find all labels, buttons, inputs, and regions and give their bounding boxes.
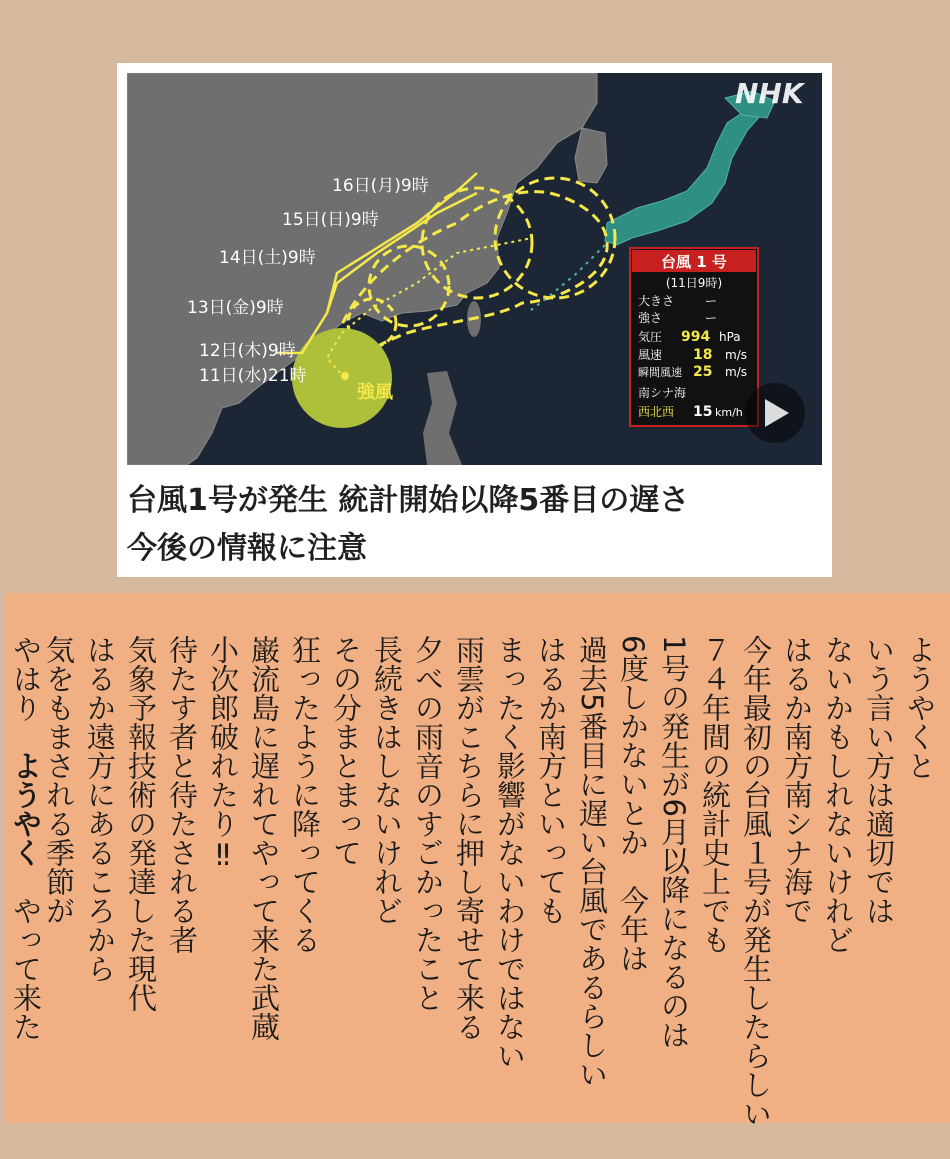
info-row-label: 大きさ [638,294,675,308]
poem-last-bold: ようやく [9,751,43,867]
poem-line: ようやくと [903,635,937,780]
track-label-14: 14日(土)9時 [219,248,316,268]
info-row-label: 風速 [638,348,663,362]
poem-line: いう言い方は適切では [862,635,896,925]
poem-line: はるか南方といっても [534,635,568,925]
poem-line: ないかもしれないけれど [821,635,855,954]
poem-line: はるか遠方にあるころから [83,635,117,983]
headline-line-1: 台風1号が発生 統計開始以降5番目の遅さ [127,483,690,518]
info-speed: 15 [693,404,713,420]
poem-line: 気をもまされる季節が [42,635,76,925]
info-row-unit: m/s [725,348,747,362]
poem-last-prefix: やはり [9,635,43,722]
info-row-label: 瞬間風速 [638,366,682,379]
poem-line: その分まとまって [329,635,363,867]
headline-line-2: 今後の情報に注意 [127,531,367,566]
info-row-value: ー [705,294,718,308]
news-card[interactable] [117,63,832,577]
info-row-value: ー [705,311,718,325]
info-row-label: 強さ [638,311,663,325]
current-position [341,372,349,380]
poem-line: 狂ったように降ってくる [288,635,322,954]
info-row-unit: m/s [725,365,747,379]
info-direction: 西北西 [638,405,675,419]
track-label-16: 16日(月)9時 [332,176,429,196]
poem-line: 過去5番目に遅い台風であるらしい [575,635,609,1089]
poem-line: まったく影響がないわけではない [493,635,527,1070]
poem-line: 1号の発生が6月以降になるのは [657,635,691,1049]
info-location: 南シナ海 [638,386,687,400]
headline[interactable] [127,477,817,573]
poem-line: 巌流島に遅れてやって来た武蔵 [247,635,281,1041]
poem-line: 長続きはしないけれど [370,635,404,925]
poem-line: 6度しかないとか 今年は [616,635,650,973]
poem-panel [6,593,950,1128]
poem-line: ７４年間の統計史上でも [698,635,732,954]
info-box-time: (11日9時) [665,276,723,290]
info-row-value: 18 [693,347,713,363]
track-label-15: 15日(日)9時 [282,210,379,230]
info-row-label: 気圧 [638,330,663,344]
info-row-value: 25 [693,364,713,380]
poem-line: 待たす者と待たされる者 [165,635,199,954]
typhoon-map [127,73,822,465]
poem-line: 夕べの雨音のすごかったこと [411,635,445,1012]
poem-line: 雨雲がこちらに押し寄せて来る [452,635,486,1041]
map-graphic [127,73,822,465]
poem-line: はるか南方南シナ海で [780,635,814,925]
info-box-title: 台風 1 号 [661,253,727,271]
poem-line: 気象予報技術の発達した現代 [124,635,158,1012]
poem-line: 今年最初の台風１号が発生したらしい [739,635,773,1128]
track-label-11: 11日(水)21時 [199,366,307,386]
storm-label: 強風 [357,382,393,403]
info-row-value: 994 [681,329,711,345]
track-label-13: 13日(金)9時 [187,298,284,318]
poem-line: 小次郎破れたり‼ [206,635,240,872]
track-label-12: 12日(木)9時 [199,341,296,361]
play-icon[interactable] [745,383,805,443]
nhk-logo: NHK [735,77,804,110]
info-box [630,248,758,426]
info-row-unit: hPa [719,330,741,344]
poem-last-suffix: やって来た [9,896,43,1041]
poem-last-line [6,635,46,1041]
info-speed-unit: km/h [715,406,743,419]
